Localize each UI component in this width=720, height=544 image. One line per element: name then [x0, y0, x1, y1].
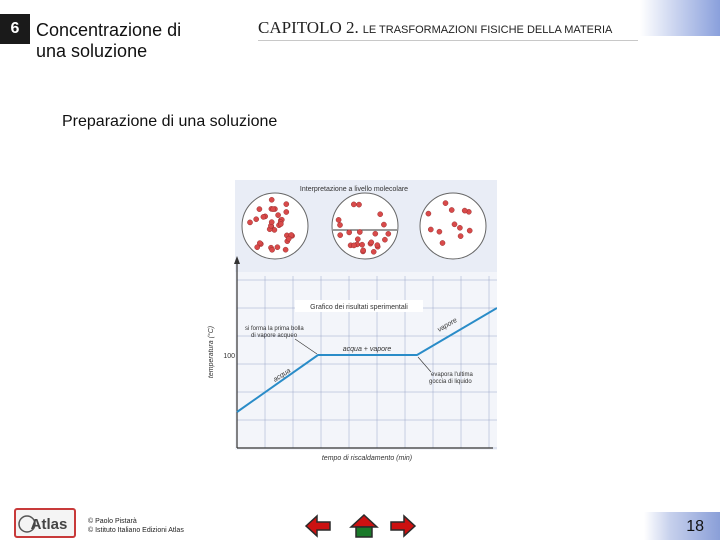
section-title-line2: una soluzione — [36, 41, 148, 61]
figure-svg — [205, 180, 497, 462]
corner-decoration — [640, 0, 720, 36]
molecule — [257, 207, 262, 212]
molecule — [449, 207, 454, 212]
molecule — [271, 207, 276, 212]
molecule — [278, 221, 283, 226]
molecule — [443, 201, 448, 206]
label-acqua-vapore: acqua + vapore — [342, 346, 392, 353]
graph-title: Grafico dei risultati sperimentali — [310, 304, 408, 311]
molecule — [375, 243, 380, 248]
note-last-drop-line2: goccia di liquido — [429, 379, 472, 385]
heating-curve-figure — [205, 180, 497, 462]
molecule — [382, 237, 387, 242]
note-first-bubble-line2: di vapore acqueo — [251, 333, 298, 339]
chapter-subtitle: LE TRASFORMAZIONI FISICHE DELLA MATERIA — [362, 24, 613, 36]
page-number-box — [644, 512, 720, 540]
molecule — [284, 209, 289, 214]
molecule — [356, 202, 361, 207]
molecule — [357, 229, 362, 234]
molecule — [254, 217, 259, 222]
arrow-right-icon — [388, 513, 418, 539]
molecule — [286, 236, 291, 241]
copyright-line2: © Istituto Italiano Edizioni Atlas — [88, 527, 184, 534]
section-title-line1: Concentrazione di — [36, 20, 182, 40]
molecule — [386, 231, 391, 236]
molecule — [275, 245, 280, 250]
molecule — [452, 222, 457, 227]
molecule — [360, 242, 365, 247]
molecule — [437, 229, 442, 234]
molecule — [269, 220, 274, 225]
molecule — [247, 220, 252, 225]
molecule — [255, 245, 260, 250]
molecule — [337, 222, 342, 227]
slide-heading: Preparazione di una soluzione — [62, 113, 278, 130]
chapter-header — [258, 18, 612, 38]
circle-liquid — [242, 193, 308, 259]
y-tick-100: 100 — [223, 353, 235, 360]
nav-home-button[interactable] — [349, 513, 379, 539]
molecule — [351, 202, 356, 207]
molecule — [269, 197, 274, 202]
molecule — [338, 233, 343, 238]
note-first-bubble-line1: si forma la prima bolla — [245, 326, 304, 332]
molecule — [355, 237, 360, 242]
molecule — [373, 231, 378, 236]
molecule — [458, 234, 463, 239]
home-icon — [349, 513, 379, 539]
molecule — [426, 211, 431, 216]
copyright-block — [88, 517, 184, 535]
label-acqua: acqua — [272, 367, 293, 384]
nav-previous-button[interactable] — [303, 513, 333, 539]
molecule — [351, 243, 356, 248]
chapter-label: CAPITOLO 2. — [258, 18, 359, 37]
copyright-line1: © Paolo Pistarà — [88, 518, 137, 525]
molecule — [261, 214, 266, 219]
molecule — [381, 222, 386, 227]
molecule — [371, 249, 376, 254]
molecule — [440, 240, 445, 245]
molecule — [457, 225, 462, 230]
molecule — [347, 230, 352, 235]
molecule — [270, 247, 275, 252]
molecule — [428, 227, 433, 232]
x-axis-label: tempo di riscaldamento (min) — [321, 455, 413, 462]
label-vapore: vapore — [436, 316, 459, 334]
molecule — [378, 212, 383, 217]
molecule — [276, 213, 281, 218]
chapter-number-badge: 6 — [0, 14, 30, 44]
arrow-left-icon — [303, 513, 333, 539]
molecule — [336, 217, 341, 222]
graph-panel-bg — [235, 272, 497, 450]
molecule — [283, 247, 288, 252]
logo-text: Atlas — [30, 516, 68, 533]
molecule — [361, 248, 366, 253]
molecule — [284, 202, 289, 207]
page-number: 18 — [686, 518, 704, 535]
section-title — [36, 20, 181, 62]
note-last-drop-line1: evapora l'ultima — [431, 372, 473, 378]
nav-next-button[interactable] — [388, 513, 418, 539]
molecule — [462, 208, 467, 213]
header-rule — [258, 40, 638, 41]
y-axis-label: temperatura (°C) — [208, 325, 215, 379]
molecule — [467, 228, 472, 233]
publisher-logo[interactable] — [14, 508, 76, 538]
top-panel-title: Interpretazione a livello molecolare — [299, 186, 409, 193]
atlas-logo-icon — [17, 511, 73, 535]
molecule — [369, 240, 374, 245]
